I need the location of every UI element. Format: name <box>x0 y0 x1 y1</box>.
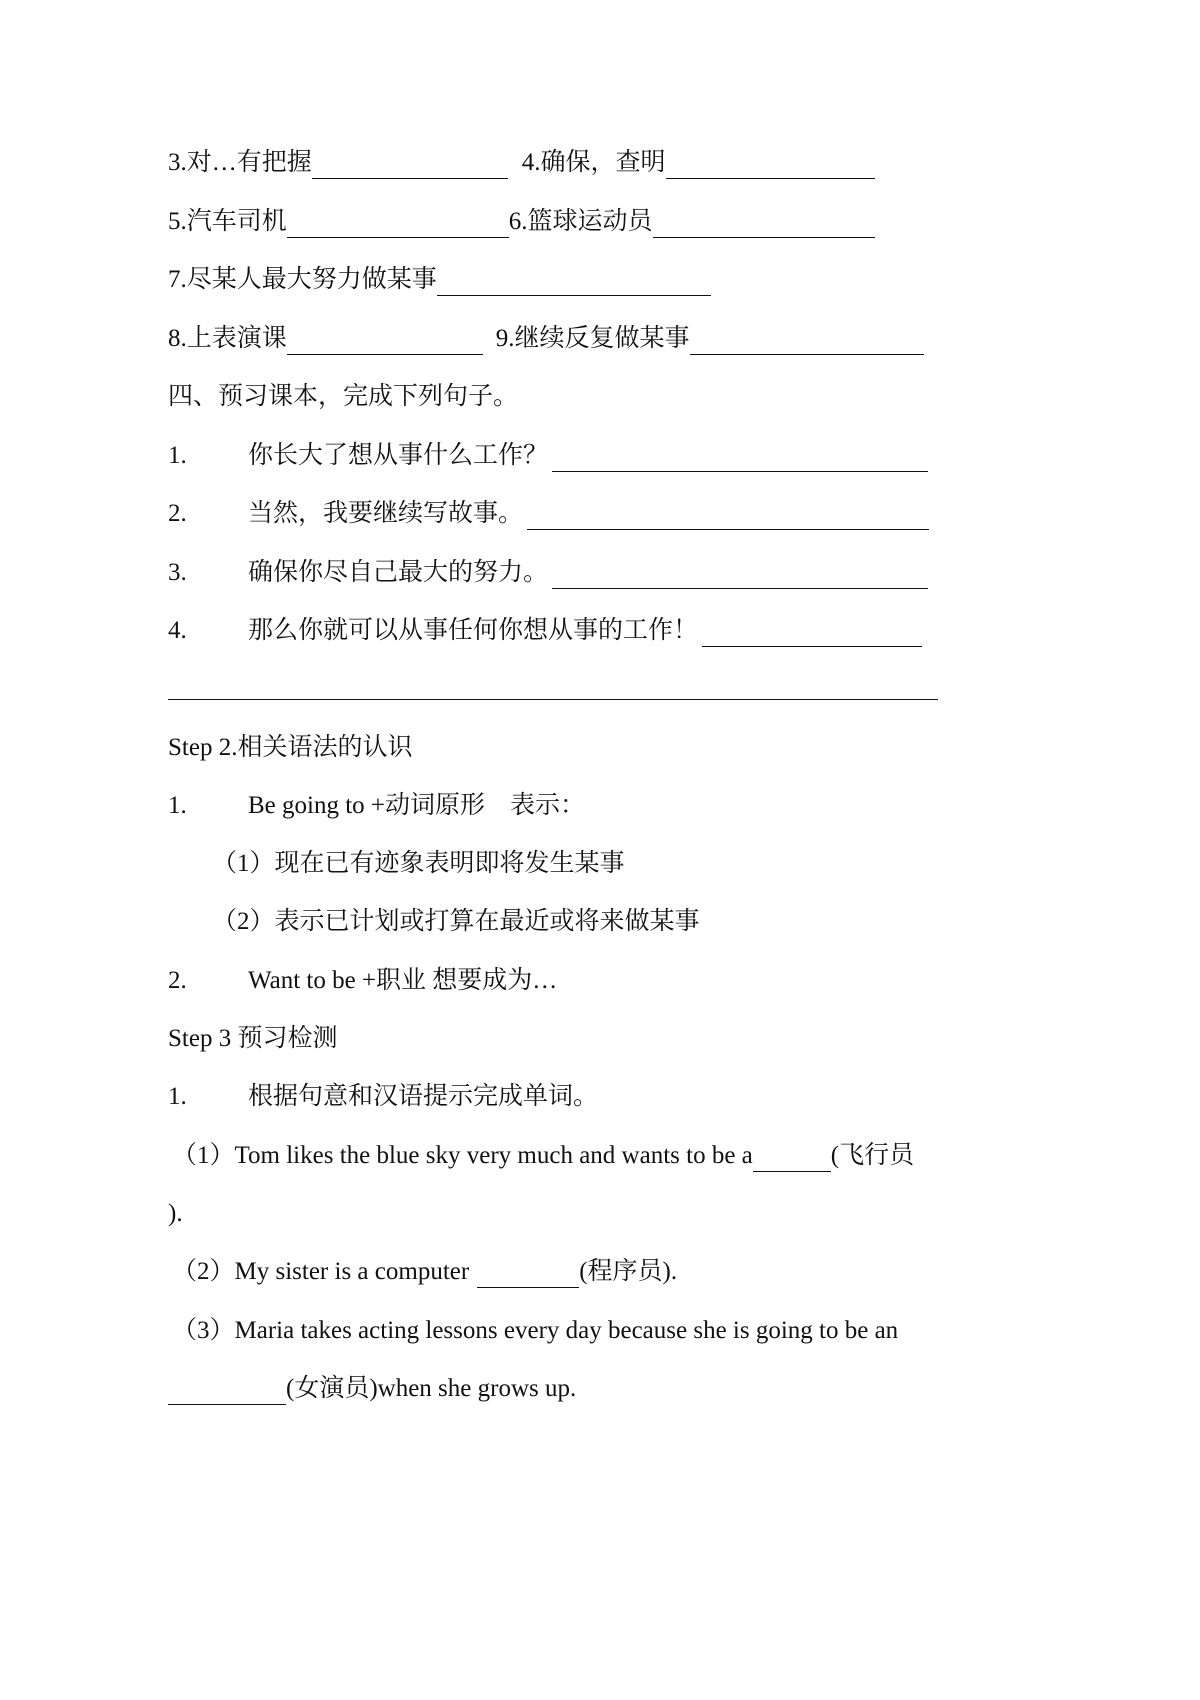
sentence-blank[interactable] <box>527 503 929 530</box>
blank-8[interactable] <box>287 328 483 355</box>
phrase-3: 3.对…有把握 <box>168 149 312 176</box>
question-blank[interactable] <box>753 1145 831 1172</box>
question-text: （1）Tom likes the blue sky very much and wants to be a <box>172 1142 753 1169</box>
step3-title: Step 3 预习检测 <box>168 1025 338 1052</box>
sentence-blank[interactable] <box>552 445 928 472</box>
phrase-row-3-4 <box>168 147 875 179</box>
question-text: ). <box>168 1200 183 1227</box>
grammar-text: Want to be +职业 想要成为… <box>248 967 558 994</box>
phrase-row-5-6 <box>168 206 875 238</box>
sentence-blank[interactable] <box>702 620 922 647</box>
question-blank[interactable] <box>168 1378 286 1405</box>
question-1-end <box>168 1198 183 1230</box>
sentence-text: 那么你就可以从事任何你想从事的工作！ <box>248 617 699 644</box>
grammar-text: Be going to +动词原形 表示： <box>248 792 586 819</box>
blank-5[interactable] <box>287 211 509 238</box>
section4-title: 四、预习课本，完成下列句子。 <box>168 383 519 410</box>
grammar-item-2 <box>168 965 557 997</box>
step2-title: Step 2.相关语法的认识 <box>168 734 413 761</box>
grammar-num: 1. <box>168 792 187 819</box>
question-text: （2）My sister is a computer <box>172 1258 470 1285</box>
sentence-text: 确保你尽自己最大的努力。 <box>248 559 549 586</box>
grammar-item-1 <box>168 790 585 822</box>
question-text: （3）Maria takes acting lessons every day because she is going to be an <box>172 1317 899 1344</box>
blank-6[interactable] <box>653 211 875 238</box>
phrase-5: 5.汽车司机 <box>168 208 287 235</box>
grammar-subitem-1: （1）现在已有迹象表明即将发生某事 <box>212 850 625 877</box>
phrase-8: 8.上表演课 <box>168 325 287 352</box>
sentence-4 <box>168 615 922 647</box>
question-hint: (飞行员 <box>830 1142 915 1169</box>
sentence-num: 3. <box>168 559 187 586</box>
phrase-row-7 <box>168 264 711 296</box>
blank-4[interactable] <box>666 152 875 179</box>
sentence-text: 你长大了想从事什么工作？ <box>248 442 549 469</box>
blank-3[interactable] <box>312 152 508 179</box>
phrase-9: 9.继续反复做某事 <box>495 325 690 352</box>
sentence-1 <box>168 440 928 472</box>
grammar-subitem-2: （2）表示已计划或打算在最近或将来做某事 <box>212 908 700 935</box>
question-hint: (程序员). <box>579 1258 678 1285</box>
blank-7[interactable] <box>437 269 711 296</box>
instruction-text: 根据句意和汉语提示完成单词。 <box>248 1083 599 1110</box>
sentence-2 <box>168 498 929 530</box>
question-1 <box>172 1140 914 1172</box>
question-3 <box>172 1315 898 1347</box>
instruction-num: 1. <box>168 1083 187 1110</box>
question-3-end <box>168 1373 576 1405</box>
sentence-num: 1. <box>168 442 187 469</box>
sentence-text: 当然，我要继续写故事。 <box>248 500 524 527</box>
sentence-num: 2. <box>168 500 187 527</box>
sentence-num: 4. <box>168 617 187 644</box>
step3-instruction <box>168 1081 598 1113</box>
sentence-3 <box>168 557 928 589</box>
phrase-7: 7.尽某人最大努力做某事 <box>168 266 437 293</box>
grammar-num: 2. <box>168 967 187 994</box>
phrase-6: 6.篮球运动员 <box>508 208 653 235</box>
question-blank[interactable] <box>477 1261 579 1288</box>
question-2 <box>172 1256 677 1288</box>
phrase-row-8-9 <box>168 323 924 355</box>
blank-9[interactable] <box>690 328 924 355</box>
question-hint: (女演员)when she grows up. <box>286 1375 577 1402</box>
phrase-4: 4.确保，查明 <box>521 149 666 176</box>
answer-line[interactable] <box>168 699 938 700</box>
sentence-blank[interactable] <box>552 562 928 589</box>
